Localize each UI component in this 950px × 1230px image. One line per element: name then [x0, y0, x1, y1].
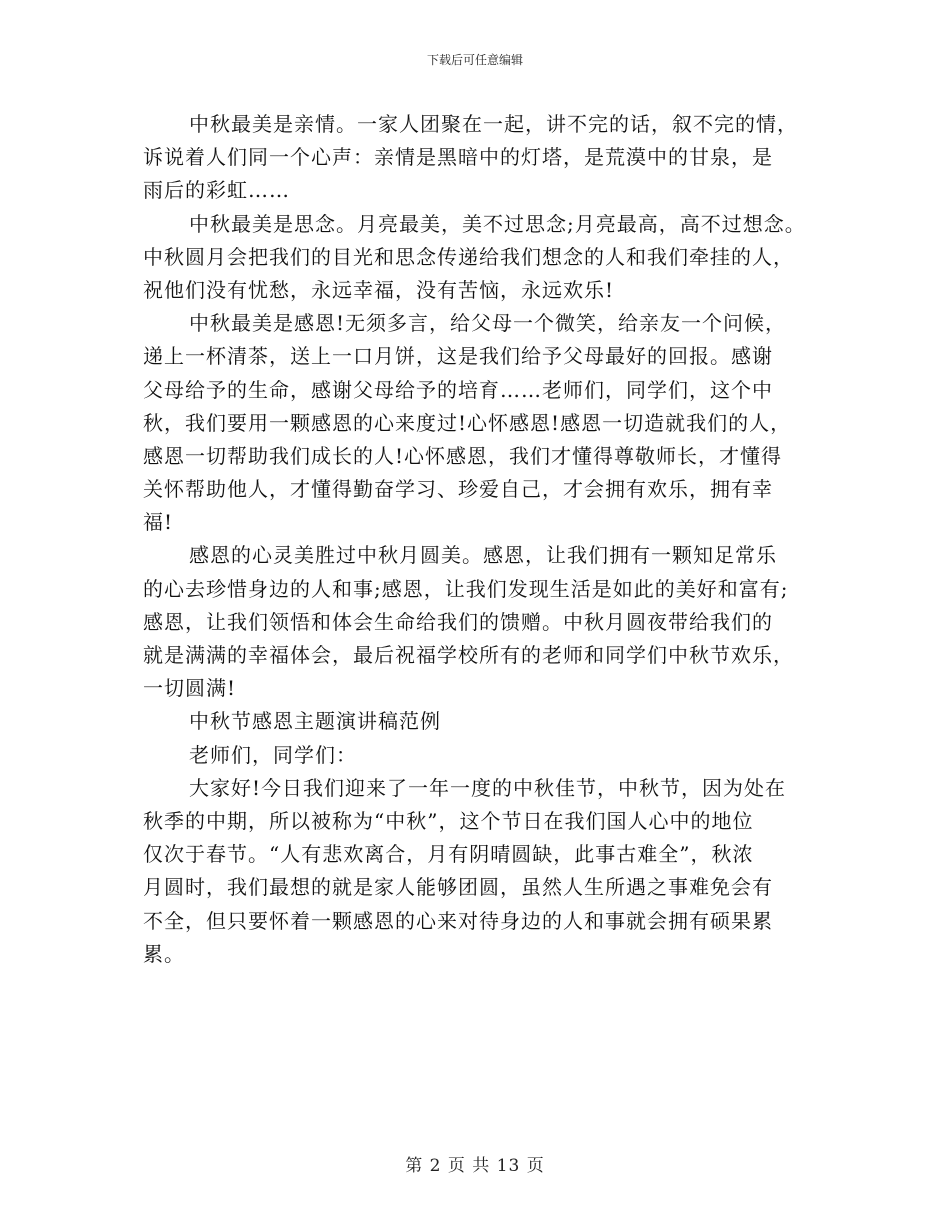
text-line-16: 感恩，让我们领悟和体会生命给我们的馈赠。中秋月圆夜带给我们的 [143, 609, 773, 634]
text-line-15: 的心去珍惜身边的人和事;感恩，让我们发现生活是如此的美好和富有; [143, 576, 789, 601]
text-line-7: 中秋最美是感恩!无须多言，给父母一个微笑，给亲友一个问候， [189, 311, 787, 336]
text-line-2: 诉说着人们同一个心声：亲情是黑暗中的灯塔，是荒漠中的甘泉，是 [143, 145, 773, 170]
text-line-5: 中秋圆月会把我们的目光和思念传递给我们想念的人和我们牵挂的人， [143, 244, 794, 269]
text-line-25: 不全，但只要怀着一颗感恩的心来对待身边的人和事就会拥有硕果累 [143, 908, 773, 933]
text-line-4: 中秋最美是思念。月亮最美，美不过思念;月亮最高，高不过想念。 [189, 211, 806, 236]
text-line-13: 福! [143, 510, 174, 535]
text-line-10: 秋，我们要用一颗感恩的心来度过!心怀感恩!感恩一切造就我们的人， [143, 410, 792, 435]
text-line-24: 月圆时，我们最想的就是家人能够团圆，虽然人生所遇之事难免会有 [143, 875, 773, 900]
text-line-14: 感恩的心灵美胜过中秋月圆美。感恩，让我们拥有一颗知足常乐 [189, 543, 777, 568]
text-line-1: 中秋最美是亲情。一家人团聚在一起，讲不完的话，叙不完的情， [189, 112, 798, 136]
section-heading: 中秋节感恩主题演讲稿范例 [189, 709, 441, 734]
document-body [143, 108, 828, 971]
text-line-18: 一切圆满! [143, 676, 237, 701]
text-line-8: 递上一杯清茶，送上一口月饼，这是我们给予父母最好的回报。感谢 [143, 344, 773, 369]
page-footer: 第 2 页 共 13 页 [405, 1156, 545, 1176]
text-line-26: 累。 [143, 941, 185, 966]
page-header: 下载后可任意编辑 [426, 53, 523, 67]
text-line-9: 父母给予的生命，感谢父母给予的培育……老师们，同学们，这个中 [143, 377, 773, 402]
text-line-22: 秋季的中期，所以被称为“中秋”，这个节日在我们国人心中的地位 [143, 808, 754, 833]
text-line-12: 关怀帮助他人，才懂得勤奋学习、珍爱自己，才会拥有欢乐，拥有幸 [143, 477, 773, 502]
text-line-3: 雨后的彩虹…… [143, 178, 290, 203]
text-line-21: 大家好!今日我们迎来了一年一度的中秋佳节，中秋节，因为处在 [189, 775, 787, 800]
text-line-11: 感恩一切帮助我们成长的人!心怀感恩，我们才懂得尊敬师长，才懂得 [143, 443, 783, 468]
salutation: 老师们，同学们： [189, 742, 357, 767]
text-line-23: 仅次于春节。“人有悲欢离合，月有阴晴圆缺，此事古难全”，秋浓 [143, 842, 754, 867]
text-line-17: 就是满满的幸福体会，最后祝福学校所有的老师和同学们中秋节欢乐， [143, 643, 794, 667]
text-line-6: 祝他们没有忧愁，永远幸福，没有苦恼，永远欢乐! [143, 277, 615, 302]
